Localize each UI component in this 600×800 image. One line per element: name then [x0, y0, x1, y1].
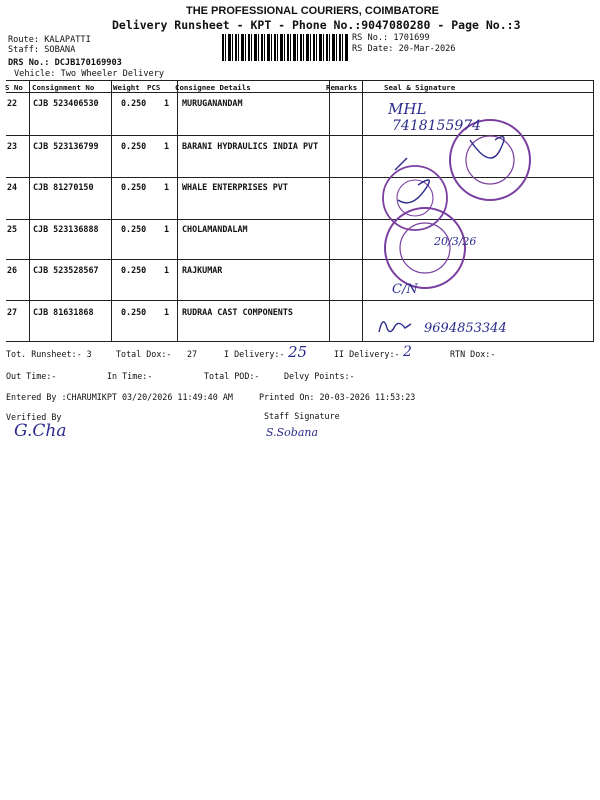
stamp-cholamandalam — [385, 208, 465, 288]
i-delivery-handwritten: 25 — [288, 343, 308, 361]
i-delivery-label: I Delivery:- — [224, 349, 285, 359]
col-header-weight: Weight — [113, 83, 140, 92]
row-pcs: 1 — [164, 265, 170, 275]
row-weight: 0.250 — [121, 224, 147, 234]
row-pcs: 1 — [164, 307, 170, 317]
total-dox-label: Total Dox:- — [116, 349, 172, 359]
row-pcs: 1 — [164, 141, 170, 151]
total-pod-label: Total POD:- — [204, 371, 260, 381]
rs-number: RS No.: 1701699 — [352, 33, 430, 43]
col-header-consignment: Consignment No — [32, 83, 95, 92]
row-consignment: CJB 523136888 — [33, 224, 99, 234]
col-header-sno: S No — [5, 83, 23, 92]
staff-signature-label: Staff Signature — [264, 411, 340, 421]
drs-number: DRS No.: DCJB170169903 — [8, 58, 122, 68]
col-header-consignee: Consignee Details — [175, 83, 251, 92]
row-consignment: CJB 81270150 — [33, 182, 94, 192]
row25-handwritten-date: 20/3/26 — [434, 235, 477, 248]
stamp-whale — [383, 166, 447, 230]
tot-runsheet: Tot. Runsheet:- 3 — [6, 349, 92, 359]
rs-date: RS Date: 20-Mar-2026 — [352, 44, 456, 54]
row-consignment: CJB 523528567 — [33, 265, 99, 275]
row-weight: 0.250 — [121, 182, 147, 192]
row27-handwritten-number: 9694853344 — [424, 321, 507, 336]
row26-handwritten-note: C/N — [392, 282, 418, 297]
row-weight: 0.250 — [121, 307, 147, 317]
rtn-dox-label: RTN Dox:- — [450, 349, 496, 359]
company-title: THE PROFESSIONAL COURIERS, COIMBATORE — [186, 5, 440, 17]
ii-delivery-handwritten: 2 — [403, 344, 412, 360]
in-time-label: In Time:- — [107, 371, 153, 381]
row-weight: 0.250 — [121, 265, 147, 275]
row22-handwritten-number: 7418155974 — [392, 118, 482, 134]
row-pcs: 1 — [164, 224, 170, 234]
runsheet-subtitle: Delivery Runsheet - KPT - Phone No.:9047080280 - Page No.:3 — [112, 18, 521, 32]
row-pcs: 1 — [164, 182, 170, 192]
staff-label: Staff: SOBANA — [8, 45, 76, 55]
row-weight: 0.250 — [121, 141, 147, 151]
row-weight: 0.250 — [121, 98, 147, 108]
row22-handwritten-sign: MHL — [388, 100, 427, 118]
col-header-seal: Seal & Signature — [384, 83, 456, 92]
col-header-remarks: Remarks — [326, 83, 358, 92]
row-consignment: CJB 523136799 — [33, 141, 99, 151]
row-sno: 22 — [7, 98, 18, 108]
out-time-label: Out Time:- — [6, 371, 57, 381]
row-sno: 24 — [7, 182, 18, 192]
row-consignment: CJB 523406530 — [33, 98, 99, 108]
delvy-points-label: Delvy Points:- — [284, 371, 355, 381]
verified-by-signature: G.Cha — [14, 421, 67, 441]
ii-delivery-label: II Delivery:- — [334, 349, 400, 359]
verified-by-label: Verified By — [6, 412, 62, 422]
row-consignee: BARANI HYDRAULICS INDIA PVT — [182, 141, 319, 151]
row-sno: 23 — [7, 141, 18, 151]
row-consignee: MURUGANANDAM — [182, 98, 243, 108]
total-dox-value: 27 — [187, 349, 198, 359]
row-consignee: RAJKUMAR — [182, 265, 223, 275]
row-sno: 26 — [7, 265, 18, 275]
row-sno: 27 — [7, 307, 18, 317]
row-consignee: RUDRAA CAST COMPONENTS — [182, 307, 293, 317]
vehicle-label: Vehicle: Two Wheeler Delivery — [14, 69, 165, 79]
staff-signature: S.Sobana — [266, 426, 319, 439]
row27-signature-icon — [375, 312, 415, 336]
printed-on: Printed On: 20-03-2026 11:53:23 — [259, 392, 416, 402]
row-sno: 25 — [7, 224, 18, 234]
row-pcs: 1 — [164, 98, 170, 108]
row-consignment: CJB 81631868 — [33, 307, 94, 317]
route-label: Route: KALAPATTI — [8, 35, 91, 45]
row-consignee: CHOLAMANDALAM — [182, 224, 248, 234]
row-consignee: WHALE ENTERPRISES PVT — [182, 182, 288, 192]
entered-by: Entered By :CHARUMIKPT 03/20/2026 11:49:40 AM — [6, 392, 233, 402]
col-header-pcs: PCS — [147, 83, 161, 92]
